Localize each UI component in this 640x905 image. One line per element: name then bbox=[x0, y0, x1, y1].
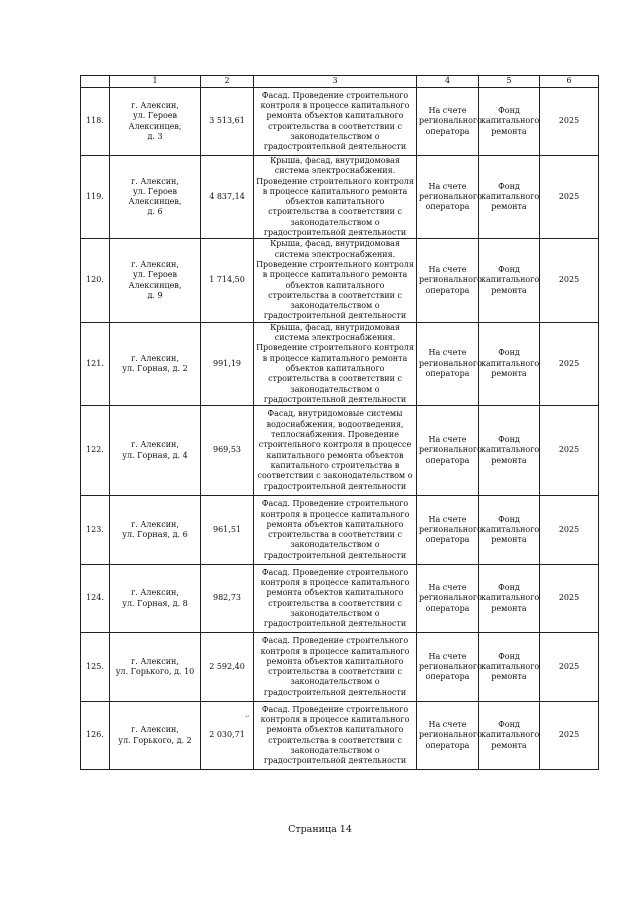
address-cell-text: г. Алексин, ул. Героев Алексинцев, д. 9 bbox=[128, 259, 182, 300]
fund-account-cell bbox=[417, 565, 482, 633]
address-cell-text: г. Алексин, ул. Героев Алексинцев, д. 3 bbox=[128, 100, 182, 141]
year-cell bbox=[540, 239, 599, 322]
fund-account-cell bbox=[417, 88, 482, 156]
row-number-text: 119. bbox=[86, 192, 104, 202]
address-cell bbox=[110, 239, 201, 322]
work-description-cell bbox=[254, 406, 417, 496]
fund-account-cell bbox=[417, 496, 482, 565]
funding-source-cell bbox=[479, 406, 540, 496]
row-number-text: 124. bbox=[86, 593, 104, 603]
work-description-cell-text: Фасад, внутридомовые системы водоснабжения, водоотведения, теплоснабжения. Проведение строительного контроля в процессе капитального ремонта объектов капитального строительства в соответствии с законодательством о градостроительной деятельности bbox=[257, 409, 413, 491]
address-cell bbox=[110, 496, 201, 565]
address-cell bbox=[110, 702, 201, 770]
work-description-cell bbox=[254, 156, 417, 239]
year-cell bbox=[540, 156, 599, 239]
year-cell bbox=[540, 633, 599, 702]
table-row bbox=[81, 565, 599, 633]
year-cell bbox=[540, 322, 599, 405]
area-cell-text: 2 592,40 bbox=[209, 661, 245, 671]
year-cell-text: 2025 bbox=[558, 275, 580, 285]
funding-source-cell-text: Фонд капитального ремонта bbox=[481, 514, 540, 545]
fund-account-cell-text: На счете регионального оператора bbox=[419, 720, 482, 750]
row-number bbox=[81, 88, 110, 156]
table-row bbox=[81, 702, 599, 770]
row-number-text: 123. bbox=[86, 524, 104, 534]
work-description-cell-text: Фасад. Проведение строительного контроля в процессе капитального ремонта объектов капитального строительства в соответствии с законодательством о градостроительной деятельности bbox=[260, 499, 410, 560]
fund-account-cell bbox=[417, 702, 482, 770]
row-number-text: 122. bbox=[86, 445, 104, 455]
fund-account-cell bbox=[417, 633, 482, 702]
fund-account-cell bbox=[417, 406, 482, 496]
area-cell-text: 991,19 bbox=[213, 358, 241, 368]
fund-account-cell-text: На счете регионального оператора bbox=[419, 265, 482, 295]
row-number-text: 125. bbox=[86, 661, 104, 671]
table-row bbox=[81, 88, 599, 156]
row-number bbox=[81, 633, 110, 702]
work-description-cell-text: Крыша, фасад, внутридомовая система электроснабжения. Проведение строительного контроля в процессе капитального ремонта объектов капитального строительства в соответствии с законодательством о градостроительной деятельности bbox=[256, 156, 414, 238]
funding-source-cell bbox=[479, 702, 540, 770]
address-cell-text: г. Алексин, ул. Горная, д. 8 bbox=[122, 588, 188, 608]
table-row bbox=[81, 156, 599, 239]
column-number-row bbox=[81, 76, 599, 88]
work-description-cell bbox=[254, 239, 417, 322]
year-cell-text: 2025 bbox=[558, 116, 580, 126]
table-row bbox=[81, 633, 599, 702]
work-description-cell bbox=[254, 633, 417, 702]
row-number-text: 121. bbox=[86, 358, 104, 368]
page-number: Страница 14 bbox=[288, 824, 352, 835]
column-number: 4 bbox=[417, 76, 479, 88]
row-number bbox=[81, 702, 110, 770]
year-cell bbox=[540, 88, 599, 156]
row-number-text: 120. bbox=[86, 275, 104, 285]
column-number bbox=[81, 76, 110, 88]
area-cell bbox=[201, 406, 254, 496]
column-number: 2 bbox=[201, 76, 254, 88]
year-cell-text: 2025 bbox=[558, 593, 580, 603]
funding-source-cell bbox=[479, 565, 540, 633]
funding-source-cell bbox=[479, 322, 540, 405]
area-cell-text: 3 513,61 bbox=[209, 116, 245, 126]
address-cell-text: г. Алексин, ул. Горная, д. 2 bbox=[122, 353, 188, 373]
fund-account-cell-text: На счете регионального оператора bbox=[419, 106, 482, 136]
row-number bbox=[81, 239, 110, 322]
fund-account-cell bbox=[417, 156, 482, 239]
funding-source-cell-text: Фонд капитального ремонта bbox=[481, 265, 540, 295]
work-description-cell bbox=[254, 88, 417, 156]
address-cell bbox=[110, 88, 201, 156]
table-body bbox=[81, 88, 599, 770]
table-row bbox=[81, 322, 599, 405]
funding-source-cell bbox=[479, 496, 540, 565]
year-cell-text: 2025 bbox=[558, 192, 580, 202]
fund-account-cell bbox=[417, 322, 482, 405]
address-cell-text: г. Алексин, ул. Горького, д. 2 bbox=[118, 725, 192, 745]
funding-source-cell-text: Фонд капитального ремонта bbox=[481, 583, 540, 613]
address-cell-text: г. Алексин, ул. Героев Алексинцев, д. 6 bbox=[128, 176, 182, 217]
column-number: 6 bbox=[540, 76, 599, 88]
area-cell bbox=[201, 633, 254, 702]
work-description-cell-text: Крыша, фасад, внутридомовая система электроснабжения. Проведение строительного контроля в процессе капитального ремонта объектов капитального строительства в соответствии с законодательством о градостроительной деятельности bbox=[256, 239, 414, 321]
column-number: 3 bbox=[254, 76, 417, 88]
area-cell-text: 1 714,50 bbox=[209, 275, 245, 285]
funding-source-cell bbox=[479, 156, 540, 239]
funding-source-cell-text: Фонд капитального ремонта bbox=[481, 348, 540, 379]
column-number: 1 bbox=[110, 76, 201, 88]
address-cell bbox=[110, 406, 201, 496]
area-cell-text: 4 837,14 bbox=[209, 192, 245, 202]
area-cell-text: 969,53 bbox=[213, 445, 241, 455]
area-cell bbox=[201, 496, 254, 565]
area-cell-text: 982,73 bbox=[213, 593, 241, 603]
area-cell bbox=[201, 88, 254, 156]
year-cell bbox=[540, 496, 599, 565]
funding-source-cell bbox=[479, 633, 540, 702]
row-number bbox=[81, 322, 110, 405]
year-cell bbox=[540, 702, 599, 770]
row-number-text: 126. bbox=[86, 730, 104, 740]
area-cell-text: 2 030,71 bbox=[209, 730, 245, 740]
year-cell bbox=[540, 565, 599, 633]
address-cell-text: г. Алексин, ул. Горького, д. 10 bbox=[115, 656, 195, 677]
fund-account-cell-text: На счете регионального оператора bbox=[419, 514, 482, 545]
year-cell-text: 2025 bbox=[558, 524, 580, 534]
area-cell bbox=[201, 322, 254, 405]
fund-account-cell-text: На счете регионального оператора bbox=[419, 435, 482, 465]
funding-source-cell-text: Фонд капитального ремонта bbox=[481, 435, 540, 465]
fund-account-cell-text: На счете регионального оператора bbox=[419, 181, 482, 212]
register-table bbox=[80, 75, 599, 770]
work-description-cell-text: Крыша, фасад, внутридомовая система электроснабжения. Проведение строительного контроля в процессе капитального ремонта объектов капитального строительства в соответствии с законодательством о градостроительной деятельности bbox=[256, 322, 414, 404]
row-number bbox=[81, 156, 110, 239]
address-cell bbox=[110, 633, 201, 702]
work-description-cell-text: Фасад. Проведение строительного контроля в процессе капитального ремонта объектов капитального строительства в соответствии с законодательством о градостроительной деятельности bbox=[260, 567, 410, 629]
year-cell-text: 2025 bbox=[558, 358, 580, 368]
funding-source-cell-text: Фонд капитального ремонта bbox=[481, 720, 540, 750]
fund-account-cell-text: На счете регионального оператора bbox=[419, 348, 482, 379]
funding-source-cell-text: Фонд капитального ремонта bbox=[481, 181, 540, 212]
handwritten-mark: ‘‘ bbox=[245, 715, 249, 723]
work-description-cell bbox=[254, 322, 417, 405]
area-cell-text: 961,51 bbox=[213, 524, 241, 534]
fund-account-cell-text: На счете регионального оператора bbox=[419, 651, 482, 682]
area-cell bbox=[201, 156, 254, 239]
work-description-cell bbox=[254, 565, 417, 633]
address-cell bbox=[110, 322, 201, 405]
area-cell bbox=[201, 565, 254, 633]
fund-account-cell-text: На счете регионального оператора bbox=[419, 583, 482, 613]
work-description-cell-text: Фасад. Проведение строительного контроля в процессе капитального ремонта объектов капитального строительства в соответствии с законодательством о градостроительной деятельности bbox=[260, 636, 410, 697]
area-cell bbox=[201, 239, 254, 322]
work-description-cell bbox=[254, 702, 417, 770]
funding-source-cell-text: Фонд капитального ремонта bbox=[481, 106, 540, 136]
address-cell bbox=[110, 565, 201, 633]
work-description-cell-text: Фасад. Проведение строительного контроля в процессе капитального ремонта объектов капитального строительства в соответствии с законодательством о градостроительной деятельности bbox=[260, 704, 410, 766]
year-cell-text: 2025 bbox=[558, 445, 580, 455]
address-cell bbox=[110, 156, 201, 239]
year-cell-text: 2025 bbox=[558, 661, 580, 671]
year-cell-text: 2025 bbox=[558, 730, 580, 740]
funding-source-cell-text: Фонд капитального ремонта bbox=[481, 651, 540, 682]
year-cell bbox=[540, 406, 599, 496]
funding-source-cell bbox=[479, 88, 540, 156]
work-description-cell bbox=[254, 496, 417, 565]
address-cell-text: г. Алексин, ул. Горная, д. 4 bbox=[122, 440, 188, 460]
row-number bbox=[81, 406, 110, 496]
area-cell bbox=[201, 702, 254, 770]
row-number bbox=[81, 496, 110, 565]
table-row bbox=[81, 496, 599, 565]
address-cell-text: г. Алексин, ул. Горная, д. 6 bbox=[122, 519, 188, 540]
column-number: 5 bbox=[479, 76, 540, 88]
work-description-cell-text: Фасад. Проведение строительного контроля в процессе капитального ремонта объектов капитального строительства в соответствии с законодательством о градостроительной деятельности bbox=[260, 90, 410, 152]
funding-source-cell bbox=[479, 239, 540, 322]
row-number bbox=[81, 565, 110, 633]
fund-account-cell bbox=[417, 239, 482, 322]
row-number-text: 118. bbox=[86, 116, 104, 126]
table-row bbox=[81, 406, 599, 496]
table-row bbox=[81, 239, 599, 322]
